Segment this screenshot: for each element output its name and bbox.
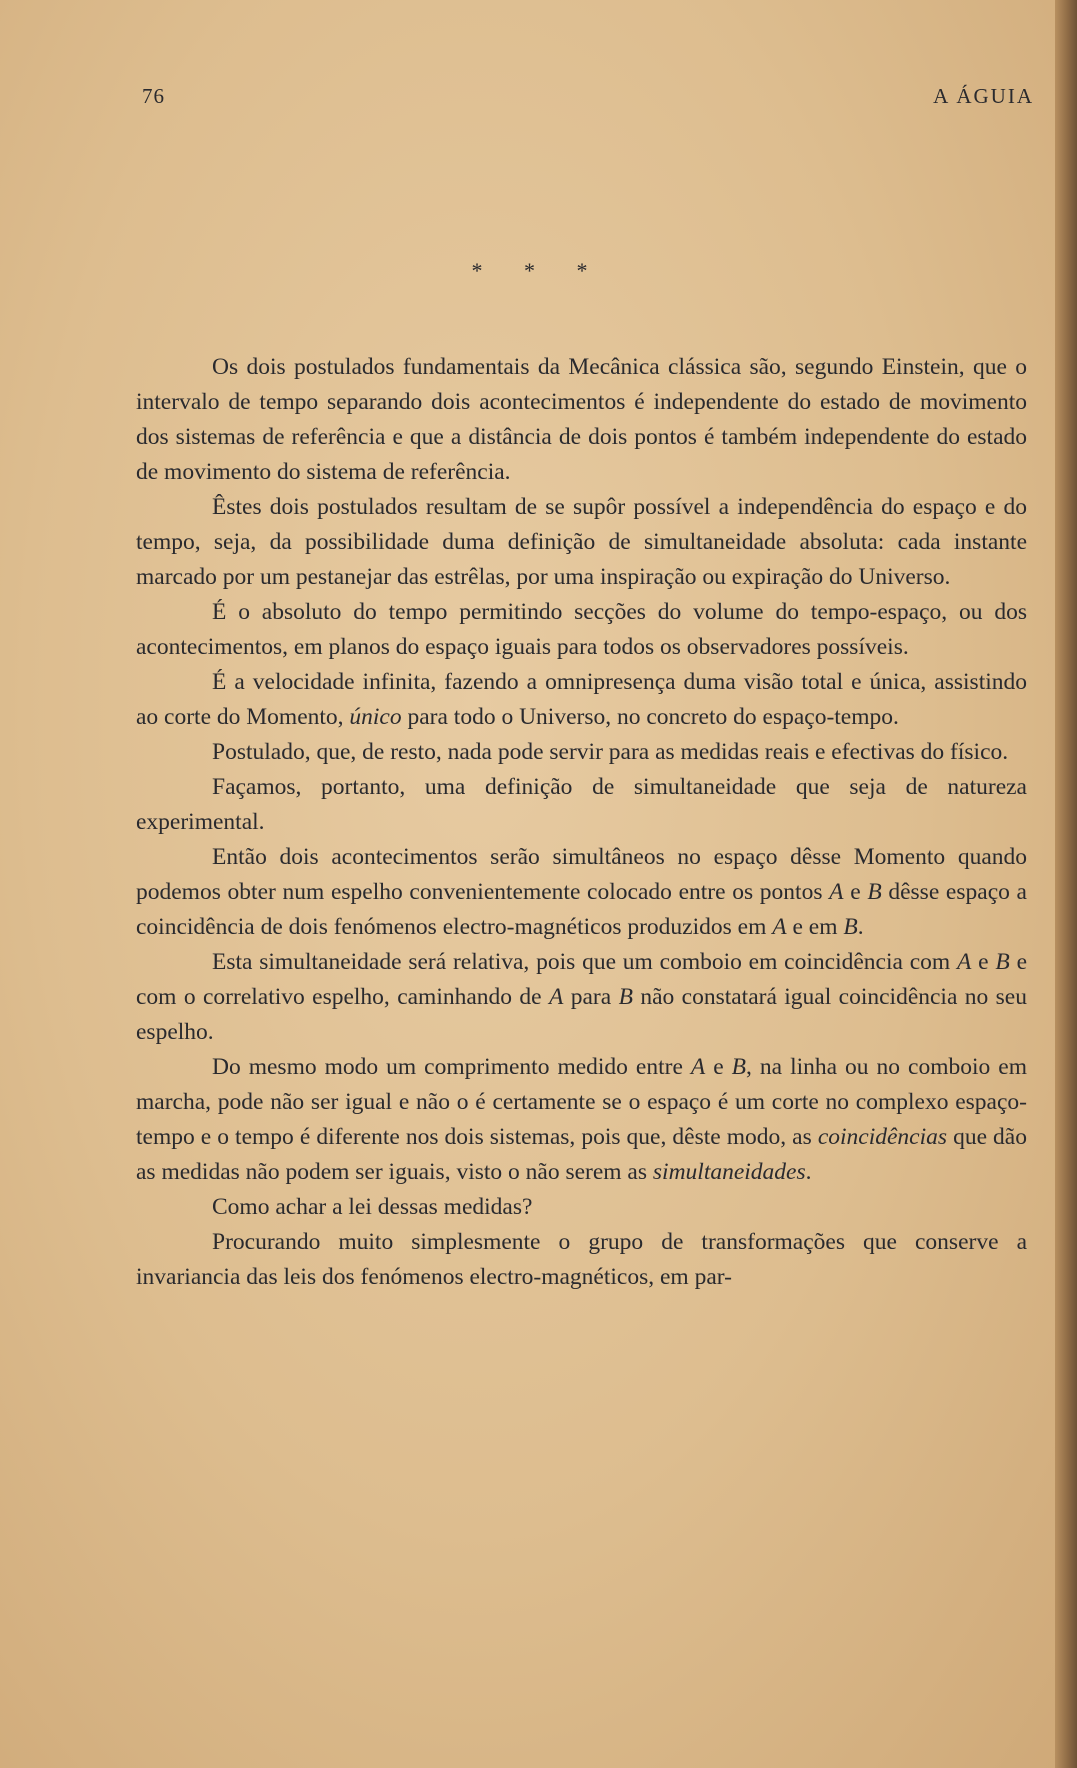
paragraph (136, 945, 1027, 1050)
page-edge (1055, 0, 1077, 1768)
paragraph: Como achar a lei dessas medidas? (212, 1194, 533, 1220)
italic-letter: B (843, 914, 858, 940)
paragraph: Os dois postulados fundamentais da Mecânica clássica são, segundo Einstein, que o intervalo de tempo separando dois acontecimentos é independente do estado de movimento dos sistemas de referência e que a distância de dois pontos é também independente do estado de movimento do sistema de referência. (136, 354, 1027, 485)
text-run: e (705, 1054, 732, 1080)
italic-letter: B (731, 1054, 747, 1080)
paragraph (136, 1050, 1027, 1190)
italic-letter: B (867, 879, 882, 905)
text-run: e em (786, 914, 844, 940)
text-run: e com o correlativo espelho, caminhando de (136, 949, 1027, 1010)
text-run: para todo o Universo, no concreto do espaço-tempo. (401, 704, 899, 730)
text-run: e (843, 879, 868, 905)
text-run: e (971, 949, 996, 975)
text-run: para (563, 984, 619, 1010)
italic-word: coincidências (817, 1124, 948, 1150)
paragraph: É o absoluto do tempo permitindo secções do volume do tempo-espaço, ou dos acontecimentos, em planos do espaço iguais para todos os observadores possíveis. (136, 599, 1027, 660)
text-run: Esta simultaneidade será relativa, pois que um comboio em coincidência com (212, 949, 957, 975)
section-ornament: * * * (471, 258, 606, 283)
italic-letter: B (618, 984, 633, 1010)
text-run: , na linha ou no comboio em marcha, pode não ser igual e não o é certamente se o espaço é um corte no complexo espaço-tempo e o tempo é diferente nos dois sistemas, pois que, dêste modo, as (136, 1054, 1027, 1150)
italic-word: único (349, 704, 402, 730)
paragraph: Êstes dois postulados resultam de se supôr possível a independência do espaço e do tempo, seja, da possibilidade duma definição de simultaneidade absoluta: cada instante marcado por um pestanejar das estrêlas, por uma inspiração ou expiração do Universo. (136, 494, 1027, 590)
paragraph (136, 665, 1027, 735)
paragraph: Postulado, que, de resto, nada pode servir para as medidas reais e efectivas do físico. (212, 739, 1009, 765)
running-head: A ÁGUIA (933, 84, 1034, 108)
paragraph: Façamos, portanto, uma definição de simultaneidade que seja de natureza experimental. (136, 774, 1027, 835)
text-run: não constatará igual coincidência no seu espelho. (136, 984, 1027, 1045)
paragraph (136, 840, 1027, 945)
body-text (136, 350, 1027, 1295)
paragraph: Procurando muito simplesmente o grupo de transformações que conserve a invariancia das leis dos fenómenos electro-magnéticos, em par- (136, 1229, 1027, 1290)
italic-letter: A (772, 914, 787, 940)
page-header (142, 84, 1034, 118)
italic-letter: A (957, 949, 972, 975)
text-run: dêsse espaço a coincidência de dois fenómenos electro-magnéticos produzidos em (136, 879, 1027, 940)
italic-word: simultaneidades (652, 1159, 806, 1185)
text-run: . (857, 914, 864, 940)
italic-letter: A (829, 879, 844, 905)
text-run: Do mesmo modo um comprimento medido entre (212, 1054, 691, 1080)
page-number: 76 (142, 84, 165, 108)
text-run: É a velocidade infinita, fazendo a omnipresença duma visão total e única, assistindo ao corte do Momento, (136, 669, 1027, 730)
text-run: que dão as medidas não podem ser iguais, visto o não serem as (136, 1124, 1027, 1185)
italic-letter: A (690, 1054, 706, 1080)
text-run: Então dois acontecimentos serão simultâneos no espaço dêsse Momento quando podemos obter num espelho convenientemente colocado entre os pontos (136, 844, 1027, 905)
italic-letter: B (995, 949, 1010, 975)
text-run: . (805, 1159, 812, 1185)
italic-letter: A (549, 984, 564, 1010)
